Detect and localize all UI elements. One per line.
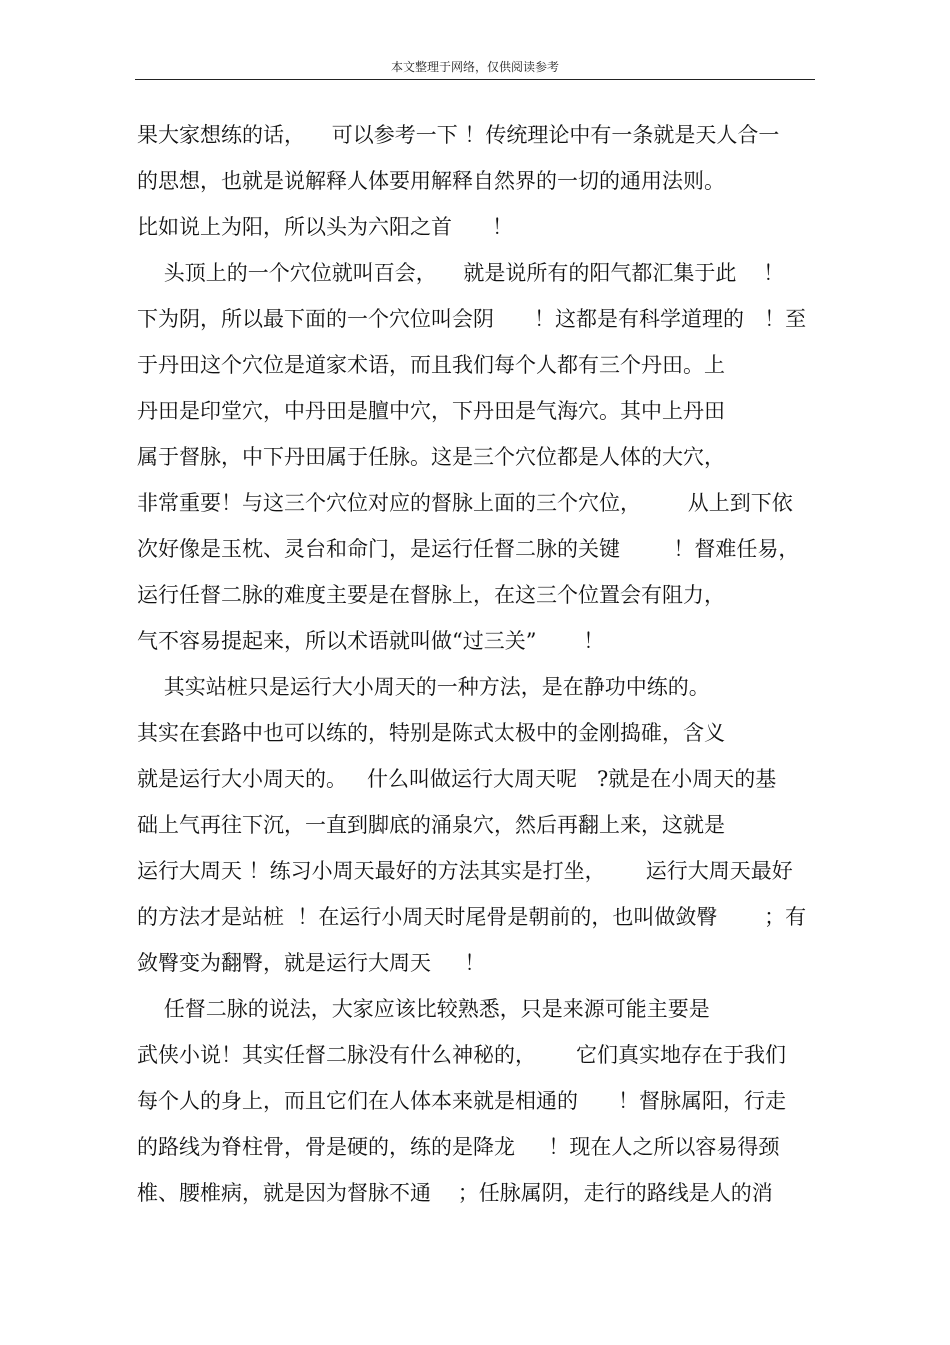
text-line: 比如说上为阳，所以头为六阳之首 ！ [137, 215, 514, 239]
text-line: 下为阴，所以最下面的一个穴位叫会阴 ！这都是有科学道理的 ！至 [137, 307, 807, 331]
text-line: 果大家想练的话， 可以参考一下 ！传统理论中有一条就是天人合一 [137, 123, 780, 147]
text-line: 属于督脉，中下丹田属于任脉。这是三个穴位都是人体的大穴， [137, 445, 725, 469]
text-line: 运行任督二脉的难度主要是在督脉上，在这三个位置会有阻力， [137, 583, 725, 607]
text-line: 的思想，也就是说解释人体要用解释自然界的一切的通用法则。 [137, 169, 725, 193]
text-line: 非常重要！与这三个穴位对应的督脉上面的三个穴位， 从上到下依 [137, 491, 793, 515]
text-line: 每个人的身上，而且它们在人体本来就是相通的 ！督脉属阳，行走 [137, 1089, 787, 1113]
header-text: 本文整理于网络，仅供阅读参考 [390, 60, 559, 74]
text-line: 础上气再往下沉，一直到脚底的涌泉穴，然后再翻上来，这就是 [137, 813, 725, 837]
document-body [137, 112, 827, 1216]
text-line: 敛臀变为翻臀，就是运行大周天 ！ [137, 951, 486, 975]
text-line: 的路线为脊柱骨，骨是硬的，练的是降龙 ！现在人之所以容易得颈 [137, 1135, 780, 1159]
text-line: 气不容易提起来，所以术语就叫做“过三关” ！ [137, 629, 605, 653]
text-line: 丹田是印堂穴，中丹田是膻中穴，下丹田是气海穴。其中上丹田 [137, 399, 725, 423]
text-line: 椎、腰椎病，就是因为督脉不通 ；任脉属阴，走行的路线是人的消 [137, 1181, 773, 1205]
text-line: 武侠小说！其实任督二脉没有什么神秘的， 它们真实地存在于我们 [137, 1043, 787, 1067]
text-line: 于丹田这个穴位是道家术语，而且我们每个人都有三个丹田。上 [137, 353, 725, 377]
text-line: 其实站桩只是运行大小周天的一种方法，是在静功中练的。 [137, 675, 710, 699]
text-line: 任督二脉的说法，大家应该比较熟悉，只是来源可能主要是 [137, 997, 710, 1021]
text-line: 头顶上的一个穴位就叫百会， 就是说所有的阳气都汇集于此 ！ [137, 261, 785, 285]
text-line: 运行大周天 ！练习小周天最好的方法其实是打坐， 运行大周天最好 [137, 859, 793, 883]
page-header [0, 60, 950, 74]
header-divider [135, 79, 815, 80]
text-line: 其实在套路中也可以练的，特别是陈式太极中的金刚捣碓，含义 [137, 721, 725, 745]
text-line: 的方法才是站桩 ！在运行小周天时尾骨是朝前的，也叫做敛臀 ；有 [137, 905, 807, 929]
text-line: 次好像是玉枕、灵台和命门，是运行任督二脉的关键 ！督难任易， [137, 537, 800, 561]
text-line: 就是运行大小周天的。 什么叫做运行大周天呢 ?就是在小周天的基 [137, 767, 777, 791]
